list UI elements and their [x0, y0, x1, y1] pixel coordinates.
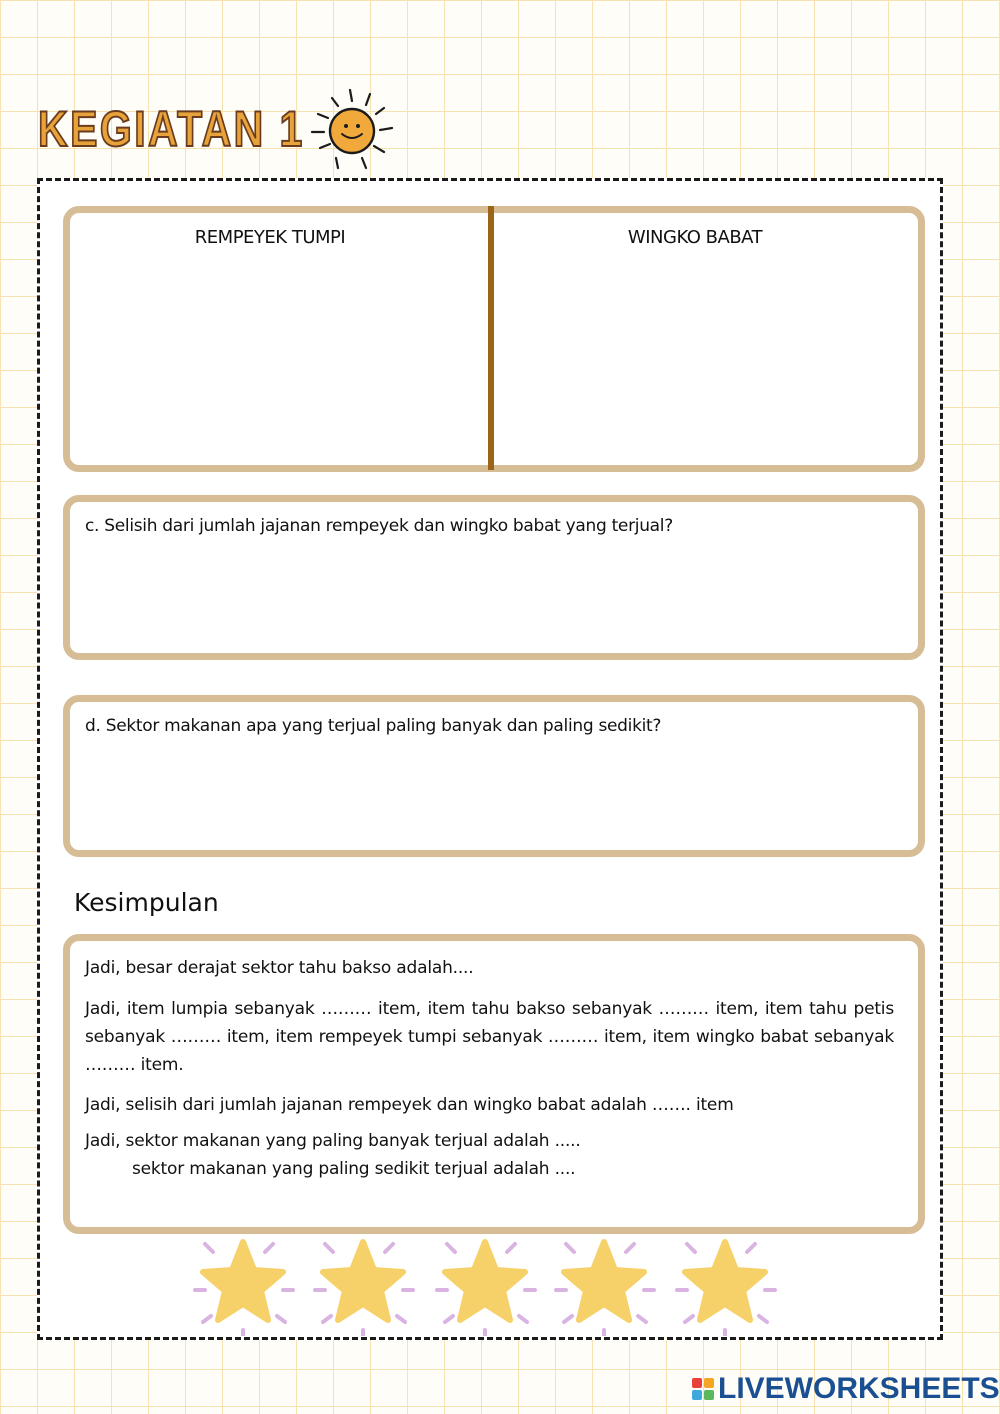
page-title: KEGIATAN 1	[38, 101, 305, 157]
star-icon	[556, 1242, 654, 1336]
conclusion-line-3: Jadi, selisih dari jumlah jajanan rempeyek dan wingko babat adalah ……. item	[85, 1095, 734, 1115]
conclusion-line-4	[85, 1127, 894, 1183]
question-d-box[interactable]	[63, 695, 925, 857]
question-d-text: d. Sektor makanan apa yang terjual paling banyak dan paling sedikit?	[85, 716, 662, 736]
question-c-text: c. Selisih dari jumlah jajanan rempeyek dan wingko babat yang terjual?	[85, 516, 673, 536]
conclusion-line-4a: Jadi, sektor makanan yang paling banyak terjual adalah .....	[85, 1131, 581, 1151]
conclusion-line-1: Jadi, besar derajat sektor tahu bakso adalah....	[85, 958, 474, 978]
logo-grid-icon	[692, 1378, 714, 1400]
star-icon	[315, 1242, 413, 1336]
rempeyek-tumpi-label: REMPEYEK TUMPI	[194, 227, 346, 248]
wingko-babat-label: WINGKO BABAT	[627, 227, 763, 248]
stars-decoration	[188, 1236, 788, 1336]
star-icon	[677, 1242, 775, 1336]
conclusion-line-2: Jadi, item lumpia sebanyak ……… item, item tahu bakso sebanyak ……… item, item tahu petis sebanyak ……… item, item rempeyek tumpi sebanyak ……… item, item wingko babat sebanyak ……… item.	[85, 999, 894, 1075]
conclusion-box	[63, 934, 925, 1234]
question-c-box[interactable]	[63, 495, 925, 660]
brand-name: LIVEWORKSHEETS	[718, 1372, 1000, 1405]
worksheet-frame	[37, 178, 943, 1340]
conclusion-line-4b: sektor makanan yang paling sedikit terjual adalah ....	[132, 1159, 576, 1179]
column-divider	[488, 206, 494, 470]
smiling-sun-icon	[302, 86, 398, 176]
comparison-box	[63, 206, 925, 472]
star-icon	[437, 1242, 535, 1336]
liveworksheets-logo	[692, 1372, 1000, 1406]
conclusion-heading: Kesimpulan	[74, 888, 219, 917]
star-icon	[195, 1242, 293, 1336]
